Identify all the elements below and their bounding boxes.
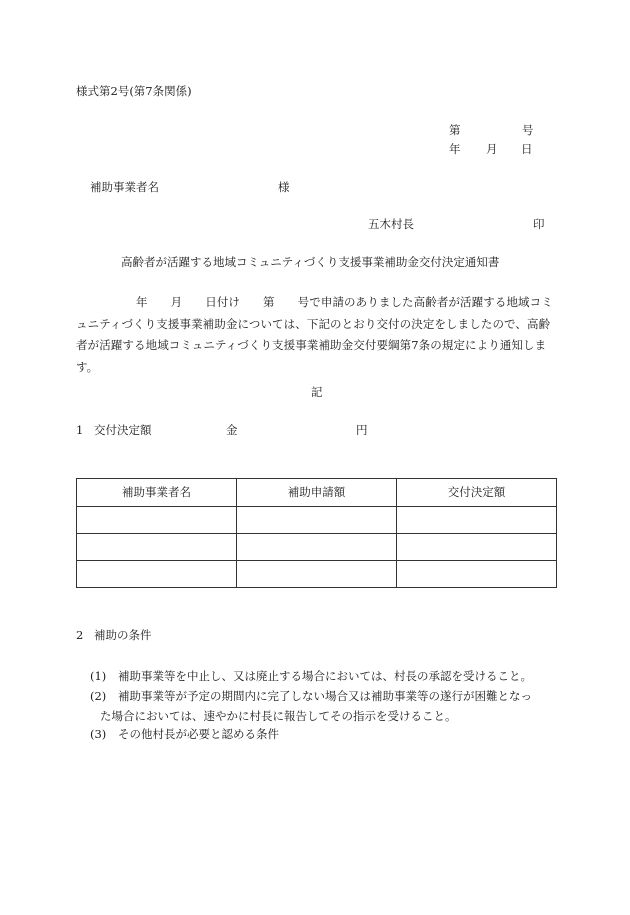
table-row bbox=[77, 507, 557, 534]
table-row bbox=[77, 534, 557, 561]
condition-item-2 bbox=[90, 686, 532, 706]
condition-item-3 bbox=[90, 724, 279, 744]
section1-label: 交付決定額 bbox=[94, 423, 152, 437]
table-cell[interactable] bbox=[77, 534, 237, 561]
form-number-label: 様式第2号(第7条関係) bbox=[76, 84, 192, 98]
condition-item-2-continued: た場合においては、速やかに村長に報告してその指示を受けること。 bbox=[100, 709, 457, 723]
issuer-name: 五木村長 bbox=[368, 217, 414, 231]
table-cell[interactable] bbox=[397, 561, 557, 588]
document-number-suffix: 号 bbox=[522, 123, 534, 137]
condition-number: (1) bbox=[90, 669, 107, 683]
table-cell[interactable] bbox=[237, 561, 397, 588]
table-cell[interactable] bbox=[237, 534, 397, 561]
column-header-decided-amount: 交付決定額 bbox=[397, 479, 557, 507]
table-cell[interactable] bbox=[77, 561, 237, 588]
grant-amount-table bbox=[76, 478, 557, 588]
condition-item-1 bbox=[90, 666, 532, 686]
section1-number: 1 bbox=[76, 423, 84, 437]
body-date-suffix: 日付け bbox=[205, 295, 241, 309]
issuer-seal-mark: 印 bbox=[533, 217, 545, 231]
table-cell[interactable] bbox=[397, 534, 557, 561]
column-header-requested-amount: 補助申請額 bbox=[237, 479, 397, 507]
condition-text: その他村長が必要と認める条件 bbox=[118, 727, 279, 741]
document-title: 高齢者が活躍する地域コミュニティづくり支援事業補助金交付決定通知書 bbox=[121, 255, 500, 269]
document-number-prefix: 第 bbox=[449, 123, 461, 137]
condition-number: (3) bbox=[90, 727, 107, 741]
table-row bbox=[77, 561, 557, 588]
section2-number: 2 bbox=[76, 628, 84, 642]
table-cell[interactable] bbox=[237, 507, 397, 534]
amount-yen-label: 円 bbox=[356, 423, 368, 437]
body-number-prefix: 第 bbox=[263, 295, 275, 309]
recipient-honorific: 様 bbox=[278, 180, 290, 194]
section2-label: 補助の条件 bbox=[94, 628, 152, 642]
table-cell[interactable] bbox=[77, 507, 237, 534]
date-year-label: 年 bbox=[449, 142, 461, 156]
body-text-rest: 号で申請のありました高齢者が活躍する地域コミュニティづくり支援事業補助金については、下記のとおり交付の決定をしましたので、高齢者が活躍する地域コミュニティづくり支援事業補助金交付要綱第7条の規定により通知します。 bbox=[76, 295, 553, 374]
condition-text: 補助事業等が予定の期間内に完了しない場合又は補助事業等の遂行が困難となっ bbox=[118, 689, 532, 703]
body-month-label: 月 bbox=[170, 295, 183, 309]
body-year-label: 年 bbox=[136, 295, 148, 309]
body-paragraph bbox=[76, 292, 558, 378]
amount-kin-label: 金 bbox=[226, 423, 238, 437]
date-day-label: 日 bbox=[521, 142, 533, 156]
condition-number: (2) bbox=[90, 689, 107, 703]
table-header-row bbox=[77, 479, 557, 507]
date-month-label: 月 bbox=[486, 142, 498, 156]
recipient-label: 補助事業者名 bbox=[90, 180, 159, 194]
table-cell[interactable] bbox=[397, 507, 557, 534]
column-header-recipient: 補助事業者名 bbox=[77, 479, 237, 507]
condition-text: 補助事業等を中止し、又は廃止する場合においては、村長の承認を受けること。 bbox=[118, 669, 532, 683]
ki-heading: 記 bbox=[311, 385, 323, 399]
